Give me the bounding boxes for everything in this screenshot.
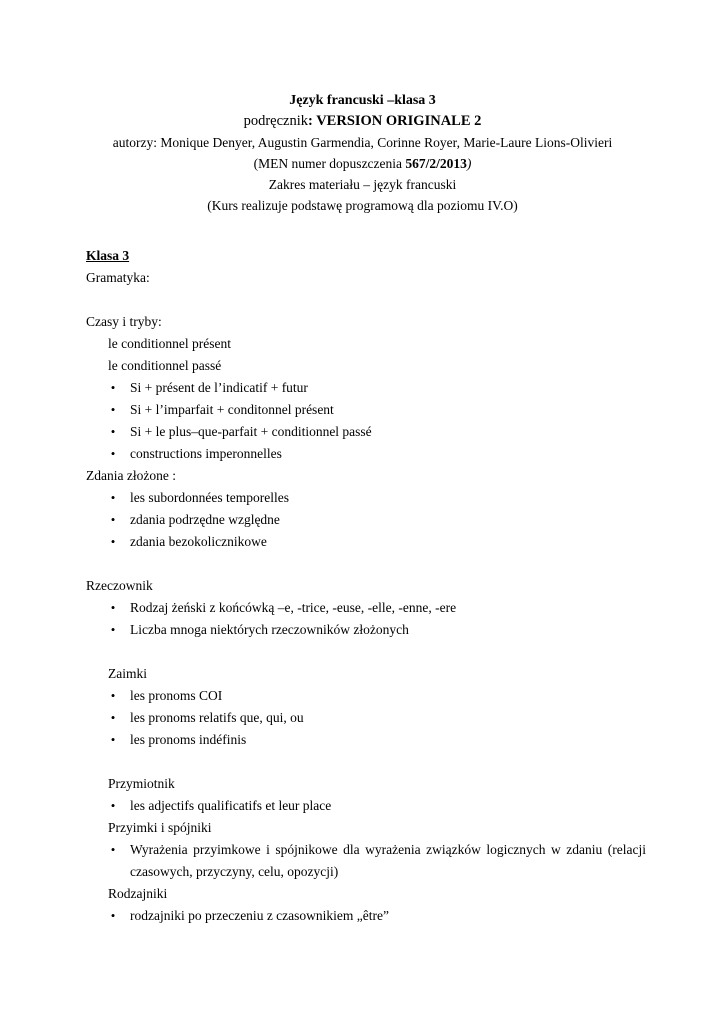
bullet-icon: • [110, 446, 116, 461]
bullet-icon: • [110, 512, 116, 527]
bullet-item [86, 729, 646, 751]
document-body [86, 245, 646, 927]
bullet-icon: • [110, 622, 116, 637]
spacer [86, 289, 646, 311]
section-heading-noun: Rzeczownik [86, 578, 153, 593]
bullet-text: les subordonnées temporelles [130, 490, 289, 505]
list-item: le conditionnel passé [108, 358, 222, 373]
bullet-item [86, 531, 646, 553]
section-heading-complex-sentences: Zdania złożone : [86, 468, 176, 483]
bullet-item [86, 487, 646, 509]
men-number: 567/2/2013 [405, 156, 467, 171]
bullet-text: rodzajniki po przeczeniu z czasownikiem „être” [130, 908, 389, 923]
spacer [86, 553, 646, 575]
bullet-text: zdania bezokolicznikowe [130, 534, 267, 549]
bullet-item [86, 839, 646, 883]
bullet-item [86, 795, 646, 817]
bullet-icon: • [110, 798, 116, 813]
bullet-item [86, 685, 646, 707]
course-line: (Kurs realizuje podstawę programową dla poziomu IV.O) [207, 198, 518, 213]
bullet-text: Rodzaj żeński z końcówką –e, -trice, -euse, -elle, -enne, -ere [130, 600, 457, 615]
bullet-item [86, 707, 646, 729]
bullet-text: les pronoms relatifs que, qui, ou [130, 710, 304, 725]
bullet-item [86, 509, 646, 531]
bullet-text: les pronoms COI [130, 688, 223, 703]
authors-line: autorzy: Monique Denyer, Augustin Garmendia, Corinne Royer, Marie-Laure Lions-Olivieri [112, 135, 613, 150]
bullet-icon: • [110, 600, 116, 615]
bullet-item [86, 905, 646, 927]
men-suffix: ) [466, 156, 472, 171]
textbook-line [0, 111, 725, 132]
section-heading-articles: Rodzajniki [108, 886, 168, 901]
textbook-prefix: podręcznik [243, 113, 309, 129]
bullet-icon: • [110, 424, 116, 439]
bullet-text: zdania podrzędne względne [130, 512, 280, 527]
bullet-item [86, 399, 646, 421]
section-heading-prepositions: Przyimki i spójniki [108, 820, 212, 835]
bullet-icon: • [110, 490, 116, 505]
section-heading-pronouns: Zaimki [108, 666, 147, 681]
bullet-item [86, 377, 646, 399]
bullet-item [86, 619, 646, 641]
bullet-text: Si + présent de l’indicatif + futur [130, 380, 308, 395]
bullet-text: constructions imperonnelles [130, 446, 282, 461]
section-heading-adjective: Przymiotnik [108, 776, 175, 791]
bullet-icon: • [110, 688, 116, 703]
men-approval-line [0, 153, 725, 174]
bullet-text: les pronoms indéfinis [130, 732, 247, 747]
list-item: le conditionnel présent [108, 336, 231, 351]
bullet-item [86, 597, 646, 619]
bullet-icon: • [110, 710, 116, 725]
bullet-text: les adjectifs qualificatifs et leur place [130, 798, 332, 813]
bullet-item [86, 443, 646, 465]
bullet-icon: • [110, 732, 116, 747]
bullet-icon: • [110, 534, 116, 549]
bullet-icon: • [110, 402, 116, 417]
bullet-icon: • [110, 908, 116, 923]
class-heading-text: Klasa 3 [86, 248, 130, 263]
scope-line: Zakres materiału – język francuski [268, 177, 457, 192]
document-title: Język francuski –klasa 3 [289, 93, 436, 108]
men-prefix: (MEN numer dopuszczenia [253, 156, 406, 171]
document-header [0, 90, 725, 216]
bullet-item [86, 421, 646, 443]
bullet-text: Si + le plus–que-parfait + conditionnel passé [130, 424, 372, 439]
spacer [86, 751, 646, 773]
bullet-text: Si + l’imparfait + conditonnel présent [130, 402, 334, 417]
bullet-text: Liczba mnoga niektórych rzeczowników złożonych [130, 622, 409, 637]
grammar-heading: Gramatyka: [86, 270, 150, 285]
spacer [86, 641, 646, 663]
class-heading [86, 245, 646, 267]
textbook-name: : VERSION ORIGINALE 2 [308, 113, 482, 129]
section-heading-tenses: Czasy i tryby: [86, 314, 162, 329]
bullet-icon: • [110, 380, 116, 395]
bullet-text: Wyrażenia przyimkowe i spójnikowe dla wyrażenia związków logicznych w zdaniu (relacji czasowych, przyczyny, celu, opozycji) [130, 842, 646, 879]
bullet-icon: • [110, 842, 116, 857]
